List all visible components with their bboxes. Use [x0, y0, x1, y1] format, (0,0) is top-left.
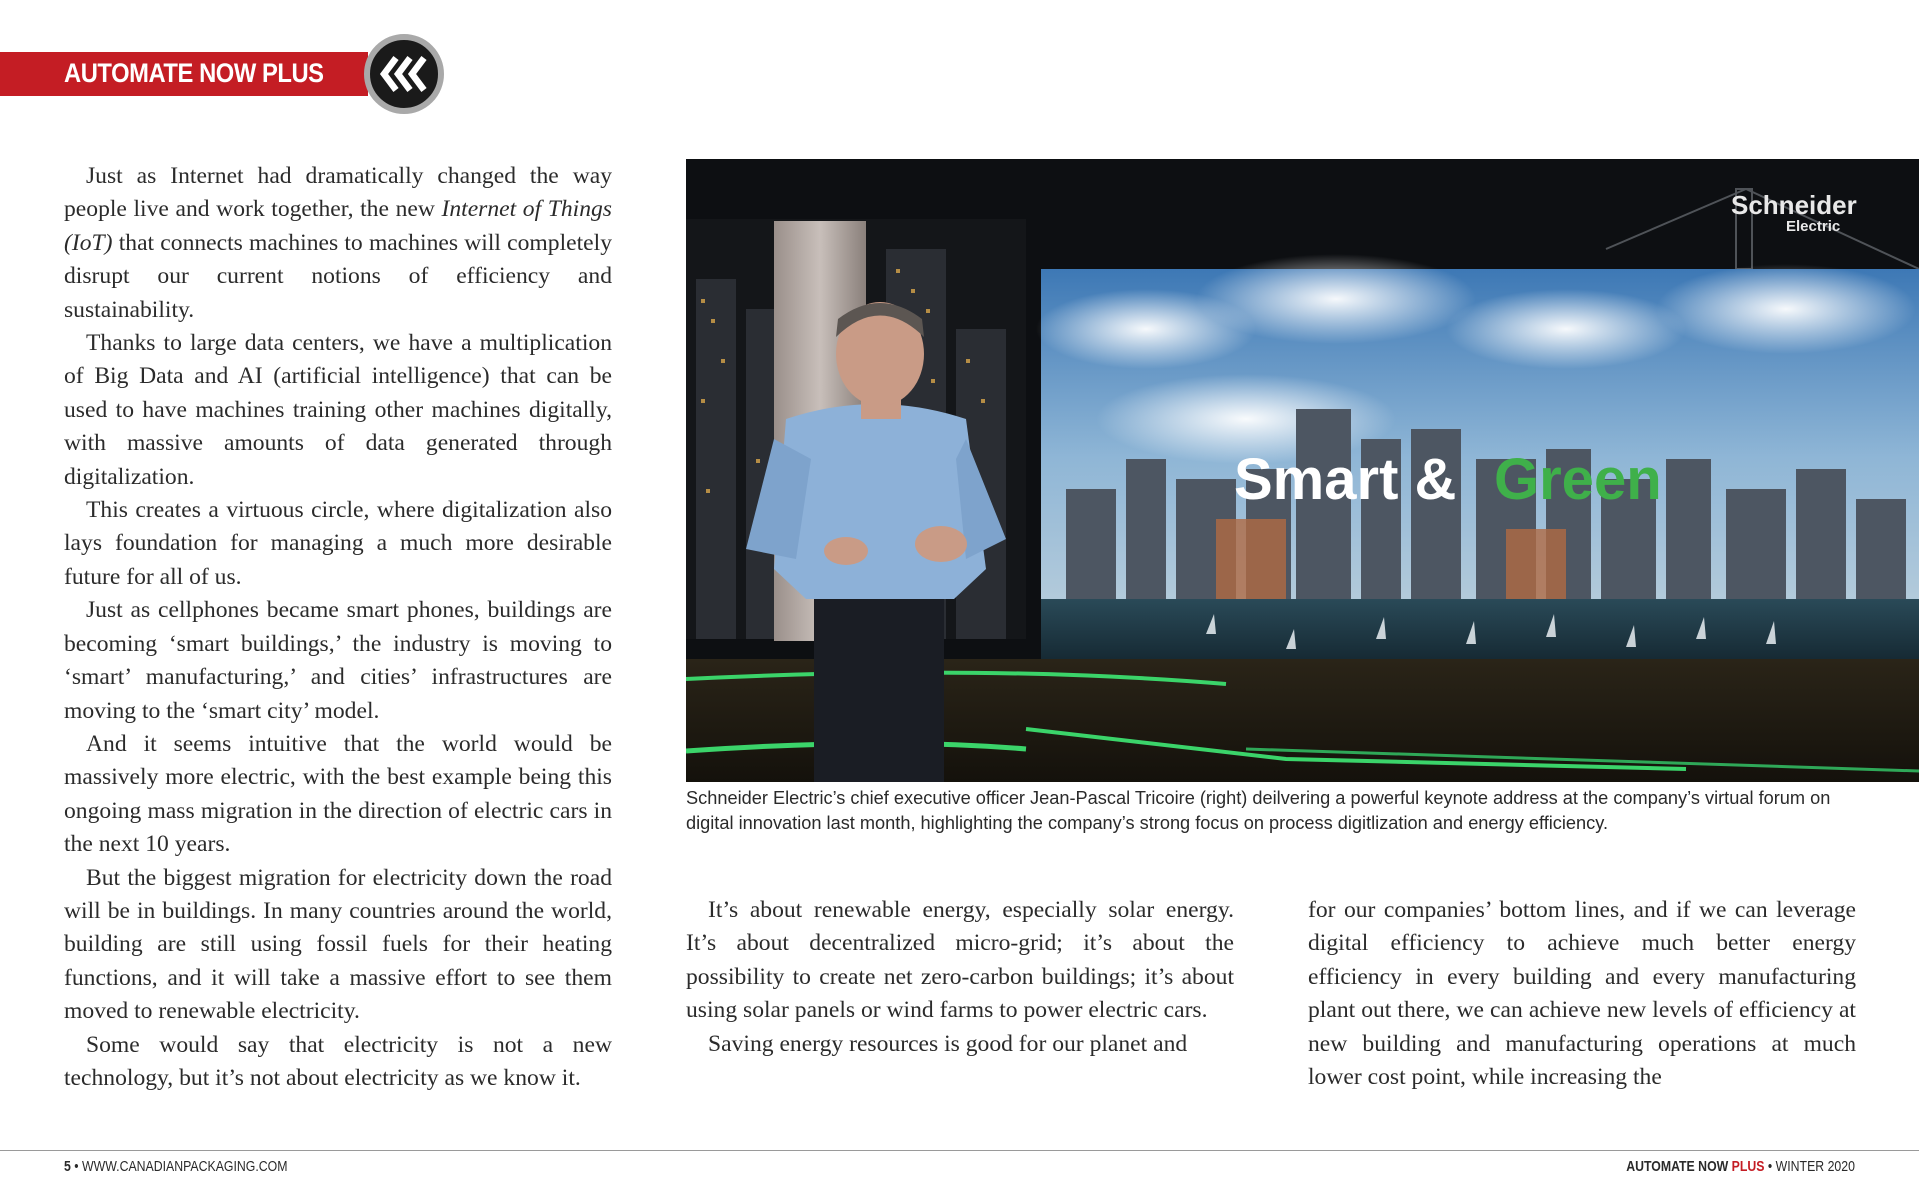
paragraph: [64, 494, 612, 594]
footer-rule: [0, 1150, 1919, 1151]
article-column-2: [686, 894, 1234, 1061]
footer-left: [64, 1158, 287, 1175]
triple-chevron-left-icon: [364, 34, 444, 114]
paragraph-text: that connects machines to machines will completely disrupt our current notions of efficiency and sustainability.: [64, 229, 612, 323]
paragraph: Saving energy resources is good for our planet and: [708, 1030, 1188, 1057]
footer-right: [1626, 1158, 1855, 1175]
schneider-logo-line1: Schneider: [1731, 190, 1857, 220]
paragraph-text: Just as cellphones became smart phones, buildings are becoming ‘smart buildings,’ the industry is moving to ‘smart’ manufacturing,’ and cities’ infrastructures are moving to the ‘smart city’ model.: [64, 597, 612, 724]
paragraph-text: Just as Internet had dramatically changed the way people live and work together, the new: [64, 163, 612, 223]
paragraph-text: But the biggest migration for electricity down the road will be in buildings. In many countries around the world, building are still using fossil fuels for their heating functions, and it will take a massive effort to see them moved to renewable electricity.: [64, 864, 612, 1025]
page-number: 5: [64, 1158, 71, 1175]
paragraph-text: Some would say that electricity is not a new technology, but it’s not about electricity as we know it.: [64, 1031, 612, 1091]
article-column-1: [64, 160, 612, 1095]
paragraph: [64, 594, 612, 728]
paragraph: [64, 1029, 612, 1096]
paragraph: [64, 728, 612, 862]
keynote-photo: [686, 159, 1919, 782]
footer-separator: •: [1767, 1158, 1773, 1175]
italic-term: Internet of Things (IoT): [64, 196, 612, 256]
paragraph-text: And it seems intuitive that the world would be massively more electric, with the best example being this ongoing mass migration in the direction of electric cars in the next 10 years.: [64, 730, 612, 858]
paragraph-text: Thanks to large data centers, we have a multiplication of Big Data and AI (artificial intelligence) that can be used to have machines training other machines digitally, with massive amounts of data generated through digitalization.: [64, 330, 612, 490]
paragraph: [64, 862, 612, 1029]
section-title: AUTOMATE NOW PLUS: [64, 58, 324, 88]
paragraph: for our companies’ bottom lines, and if we can leverage digital efficiency to achieve much better energy efficiency in every building and every manufacturing plant out there, we can achieve new levels of efficiency at new building and manufacturing operations at much lower cost point, while increasing the: [1308, 897, 1856, 1091]
screen-title-smart: Smart &: [1234, 447, 1457, 512]
photo-caption: Schneider Electric’s chief executive officer Jean-Pascal Tricoire (right) deilvering a powerful keynote address at the company’s virtual forum on digital innovation last month, highlighting the company’s strong focus on process digitlization and energy efficiency.: [686, 788, 1831, 833]
paragraph: It’s about renewable energy, especially solar energy. It’s about decentralized micro-grid; it’s about the possibility to create net zero-carbon buildings; it’s about using solar panels or wind farms to power electric cars.: [686, 897, 1234, 1024]
footer-section-name: AUTOMATE NOW: [1626, 1158, 1729, 1175]
footer-section-plus: PLUS: [1731, 1158, 1765, 1175]
paragraph: [64, 160, 612, 327]
screen-title-green: Green: [1494, 447, 1662, 512]
schneider-logo-line2: Electric: [1786, 218, 1841, 235]
paragraph-text: This creates a virtuous circle, where digitalization also lays foundation for managing a much more desirable future for all of us.: [64, 497, 612, 590]
footer-separator: •: [74, 1158, 79, 1175]
paragraph: [64, 327, 612, 494]
article-column-3: [1308, 894, 1856, 1094]
issue-label: WINTER 2020: [1775, 1158, 1855, 1175]
website-link[interactable]: WWW.CANADIANPACKAGING.COM: [82, 1158, 288, 1175]
